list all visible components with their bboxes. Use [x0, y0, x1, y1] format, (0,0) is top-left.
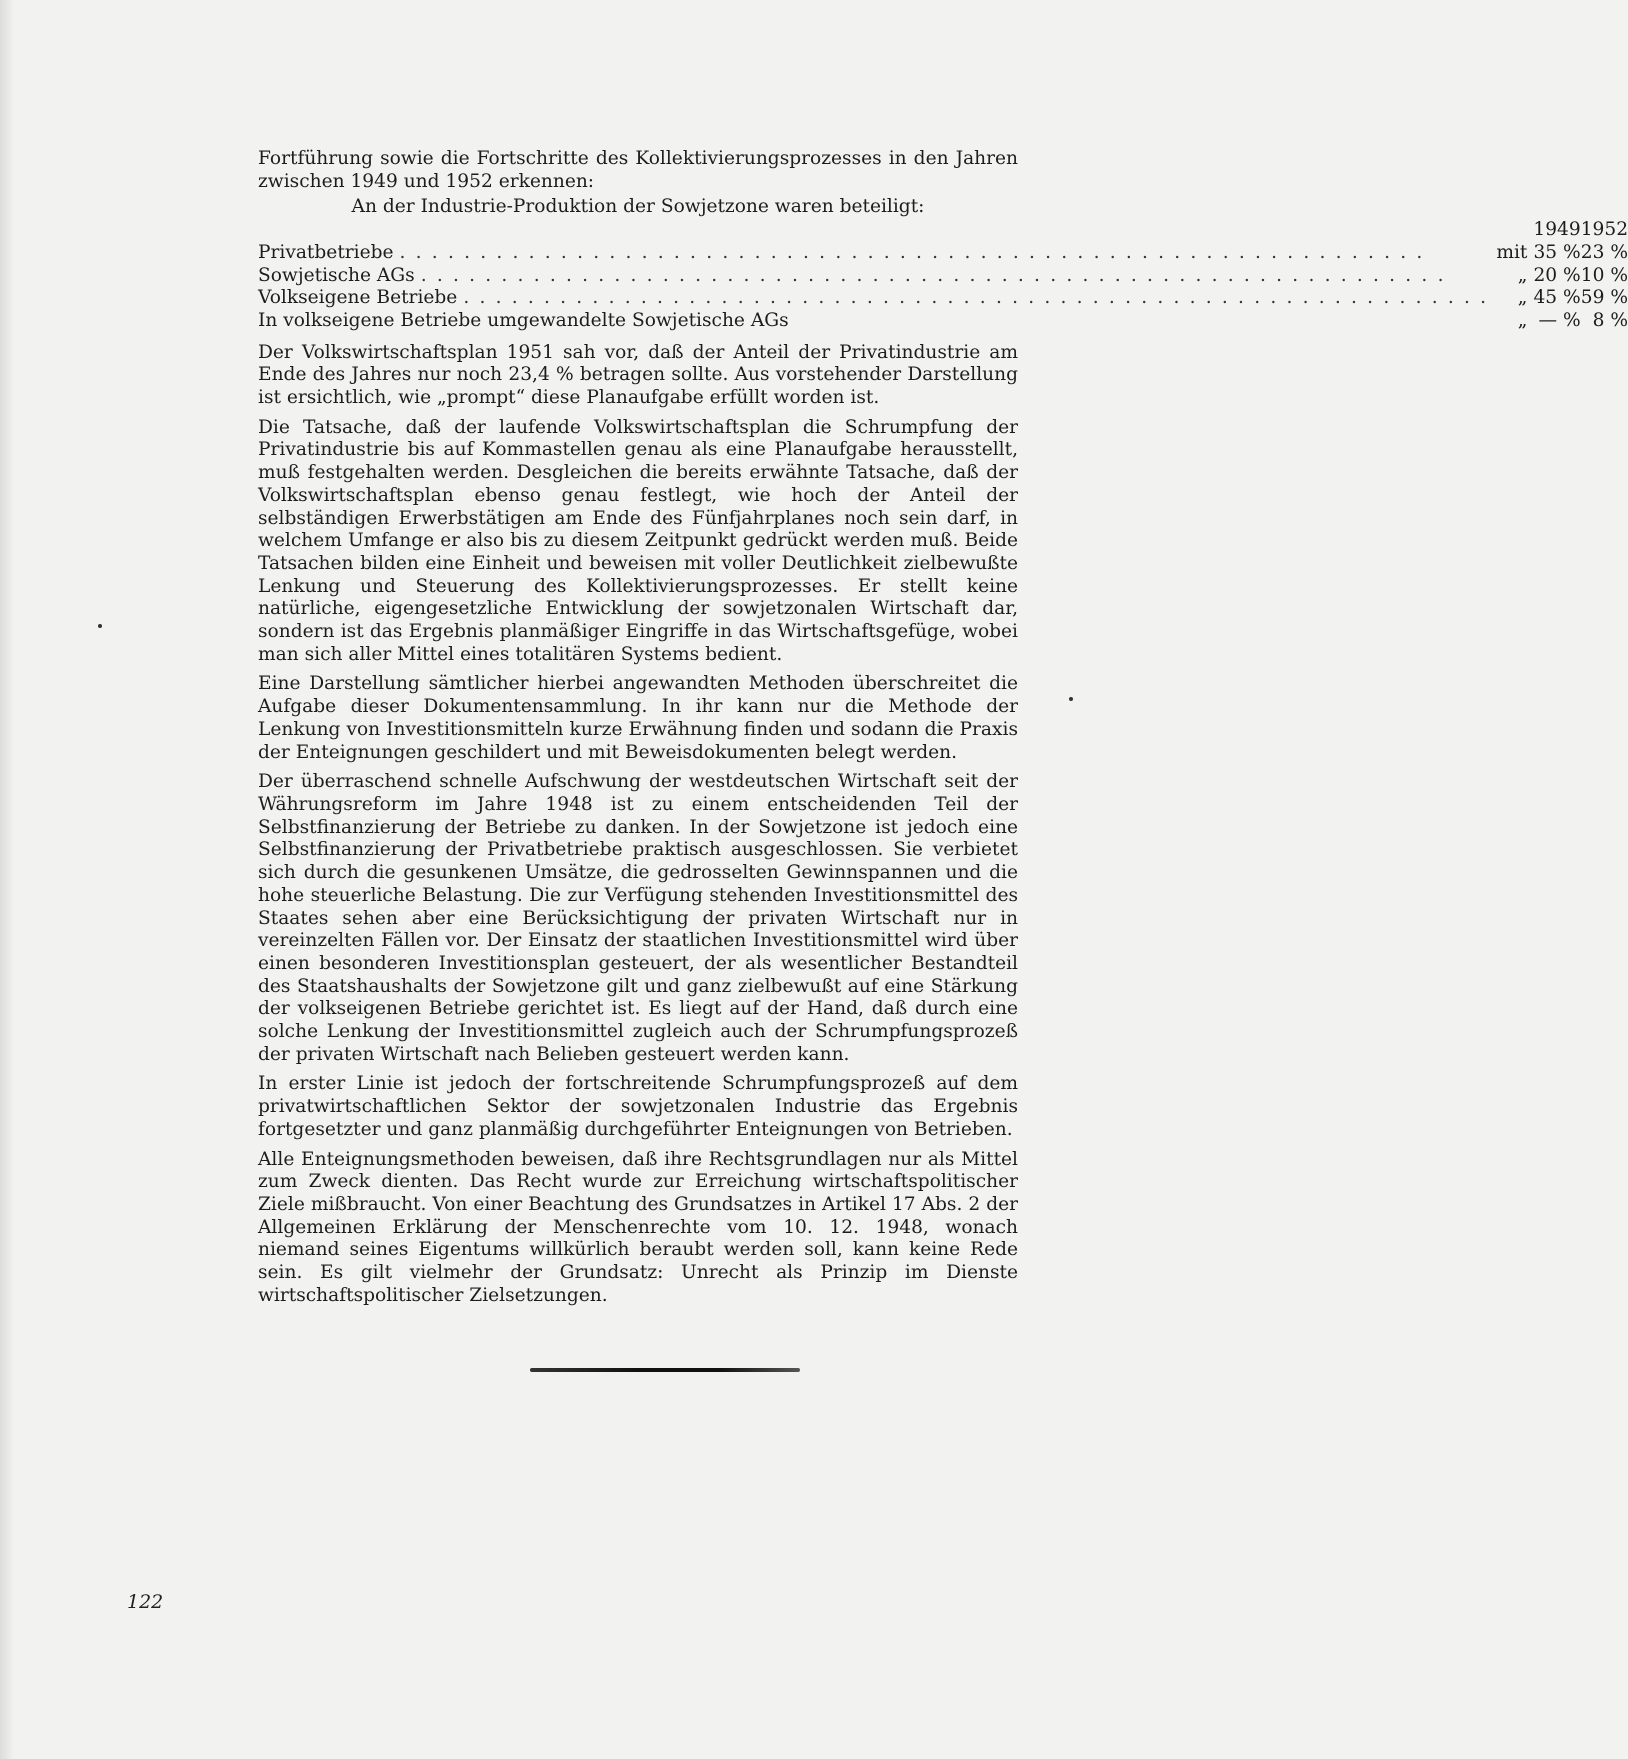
table-header-row	[258, 219, 1628, 242]
body-paragraph: Der überraschend schnelle Aufschwung der westdeutschen Wirtschaft seit der Währungsreform im Jahre 1948 ist zu einem entscheidenden Teil der Selbstfinanzierung der Betriebe zu danken. In der Sowjetzone ist jedoch eine Selbstfinanzierung der Privatbetriebe praktisch ausgeschlossen. Sie verbietet sich durch die gesunkenen Umsätze, die gedrosselten Gewinnspannen und die hohe steuerliche Belastung. Die zur Verfügung stehenden Investitionsmittel des Staates sehen aber eine Berücksichtigung der privaten Wirtschaft nur in vereinzelten Fällen vor. Der Einsatz der staatlichen Investitionsmittel wird über einen besonderen Investitionsplan gesteuert, der als wesentlicher Bestandteil des Staatshaushalts der Sowjetzone gilt und ganz zielbewußt auf eine Stärkung der volkseigenen Betriebe gerichtet ist. Es liegt auf der Hand, daß durch eine solche Lenkung der Investitionsmittel zugleich auch der Schrumpfungsprozeß der privaten Wirtschaft nach Belieben gesteuert werden kann.	[258, 771, 1018, 1065]
page-body	[258, 148, 1628, 1314]
scan-edge-shade	[0, 0, 14, 1759]
section-divider-rule	[530, 1368, 800, 1372]
production-share-table	[258, 219, 1628, 333]
row-prefix: mit	[1496, 241, 1528, 263]
row-value-1949: 35 %	[1533, 241, 1581, 263]
row-value-1949: 20 %	[1533, 264, 1581, 286]
header-year-1952: 1952	[1580, 219, 1628, 241]
table-row	[258, 265, 1628, 288]
row-value-1949: 45 %	[1533, 287, 1581, 309]
row-value-1952: 59 %	[1580, 287, 1628, 309]
table-heading: An der Industrie-Produktion der Sowjetzone waren beteiligt:	[351, 196, 925, 218]
row-value-1952: 23 %	[1580, 241, 1628, 263]
row-value-1949: — %	[1538, 309, 1581, 331]
row-prefix: „	[1517, 287, 1528, 309]
row-label: Sowjetische AGs	[258, 264, 415, 286]
scan-speck	[1069, 697, 1073, 701]
body-paragraph: Die Tatsache, daß der laufende Volkswirtschaftsplan die Schrumpfung der Privatindustrie bis auf Kommastellen genau als eine Planaufgabe herausstellt, muß festgehalten werden. Desgleichen die bereits erwähnte Tatsache, daß der Volkswirtschaftsplan ebenso genau festlegt, wie hoch der Anteil der selbständigen Erwerbstätigen am Ende des Fünfjahrplanes noch sein darf, in welchem Umfange er also bis zu diesem Zeitpunkt gedrückt werden muß. Beide Tatsachen bilden eine Einheit und beweisen mit voller Deutlichkeit zielbewußte Lenkung und Steuerung des Kollektivierungsprozesses. Er stellt keine natürliche, eigengesetzliche Entwicklung der sowjetzonalen Wirtschaft dar, sondern ist das Ergebnis planmäßiger Eingriffe in das Wirtschaftsgefüge, wobei man sich aller Mittel eines totalitären Systems bedient.	[258, 416, 1018, 665]
table-row	[258, 287, 1628, 310]
header-label-cell	[258, 219, 1496, 242]
body-paragraph: Der Volkswirtschaftsplan 1951 sah vor, daß der Anteil der Privatindustrie am Ende des Jahres nur noch 23,4 % betragen sollte. Aus vorstehender Darstellung ist ersichtlich, wie „prompt“ diese Planaufgabe erfüllt worden ist.	[258, 341, 1018, 409]
body-paragraph: Eine Darstellung sämtlicher hierbei angewandten Methoden überschreitet die Aufgabe dieser Dokumentensammlung. In ihr kann nur die Methode der Lenkung von Investitionsmitteln kurze Erwähnung finden und sodann die Praxis der Enteignungen geschildert und mit Beweisdokumenten belegt werden.	[258, 673, 1018, 763]
body-paragraph: In erster Linie ist jedoch der fortschreitende Schrumpfungsprozeß auf dem privatwirtschaftlichen Sektor der sowjetzonalen Industrie das Ergebnis fortgesetzter und ganz planmäßig durchgeführter Enteignungen von Betrieben.	[258, 1073, 1018, 1140]
body-paragraph: Alle Enteignungsmethoden beweisen, daß ihre Rechtsgrundlagen nur als Mittel zum Zweck dienten. Das Recht wurde zur Erreichung wirtschaftspolitischer Ziele mißbraucht. Von einer Beachtung des Grundsatzes in Artikel 17 Abs. 2 der Allgemeinen Erklärung der Menschenrechte vom 10. 12. 1948, wonach niemand seines Eigentums willkürlich beraubt werden soll, kann keine Rede sein. Es gilt vielmehr der Grundsatz: Unrecht als Prinzip im Dienste wirtschaftspolitischer Zielsetzungen.	[258, 1148, 1018, 1306]
leader-dots: ................................................................	[420, 264, 1454, 286]
row-label: Volkseigene Betriebe	[258, 287, 458, 309]
row-label: In volkseigene Betriebe umgewandelte Sowjetische AGs	[258, 309, 789, 331]
page-number: 122	[127, 1591, 164, 1613]
row-label: Privatbetriebe	[258, 241, 394, 263]
leader-dots: ................................................................	[463, 287, 1497, 309]
row-prefix: „	[1517, 309, 1528, 331]
header-prefix-cell	[1496, 219, 1533, 242]
table-row	[258, 242, 1628, 265]
intro-paragraph: Fortführung sowie die Fortschritte des Kollektivierungsprozesses in den Jahren zwischen 1949 und 1952 erkennen:	[258, 148, 1018, 192]
scan-speck	[98, 624, 102, 628]
row-value-1952: 8 %	[1592, 309, 1628, 331]
header-year-1949: 1949	[1533, 219, 1581, 241]
row-prefix: „	[1517, 264, 1528, 286]
row-value-1952: 10 %	[1580, 264, 1628, 286]
table-row	[258, 310, 1628, 333]
leader-dots: ................................................................	[399, 241, 1433, 263]
